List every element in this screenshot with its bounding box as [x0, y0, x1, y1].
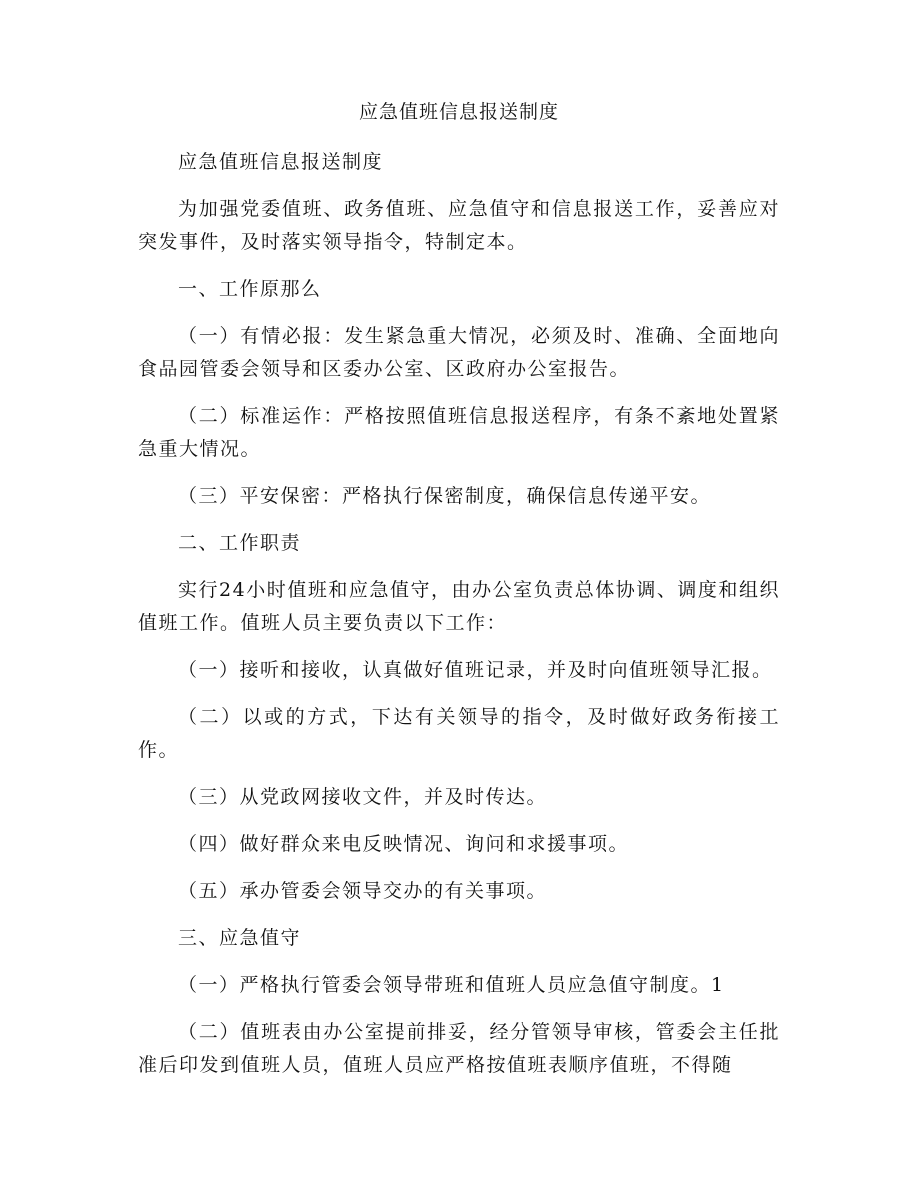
paragraph-principle-2: （二）标准运作：严格按照值班信息报送程序，有条不紊地处置紧急重大情况。 — [138, 405, 780, 460]
document-title: 应急值班信息报送制度 — [358, 101, 559, 123]
paragraph-emergency-1: （一）严格执行管委会领导带班和值班人员应急值守制度。1 — [178, 974, 725, 996]
document-page — [138, 100, 780, 1096]
paragraph-duty-3: （三）从党政网接收文件，并及时传达。 — [178, 786, 548, 808]
paragraph-principle-3: （三）平安保密：严格执行保密制度，确保信息传递平安。 — [178, 485, 712, 507]
paragraph-emergency-2: （二）值班表由办公室提前排妥，经分管领导审核，管委会主任批准后印发到值班人员，值班人员应严格按值班表顺序值班，不得随 — [138, 1021, 780, 1076]
paragraph-duty-4: （四）做好群众来电反映情况、询问和求援事项。 — [178, 833, 630, 855]
paragraph-duty-2: （二）以或的方式，下达有关领导的指令，及时做好政务衔接工作。 — [138, 706, 780, 761]
paragraph-intro: 为加强党委值班、政务值班、应急值守和信息报送工作，妥善应对突发事件，及时落实领导指令，特制定本。 — [138, 198, 780, 253]
paragraph-subtitle: 应急值班信息报送制度 — [178, 151, 384, 173]
paragraph-duties-intro: 实行24小时值班和应急值守，由办公室负责总体协调、调度和组织值班工作。值班人员主要负责以下工作： — [138, 579, 780, 634]
section-heading-principles: 一、工作原那么 — [178, 278, 322, 300]
paragraph-duty-1: （一）接听和接收，认真做好值班记录，并及时向值班领导汇报。 — [178, 659, 773, 681]
section-heading-emergency-duty: 三、应急值守 — [178, 927, 302, 949]
section-heading-duties: 二、工作职责 — [178, 532, 302, 554]
paragraph-duty-5: （五）承办管委会领导交办的有关事项。 — [178, 880, 548, 902]
paragraph-principle-1: （一）有情必报：发生紧急重大情况，必须及时、准确、全面地向食品园管委会领导和区委办公室、区政府办公室报告。 — [138, 325, 780, 380]
